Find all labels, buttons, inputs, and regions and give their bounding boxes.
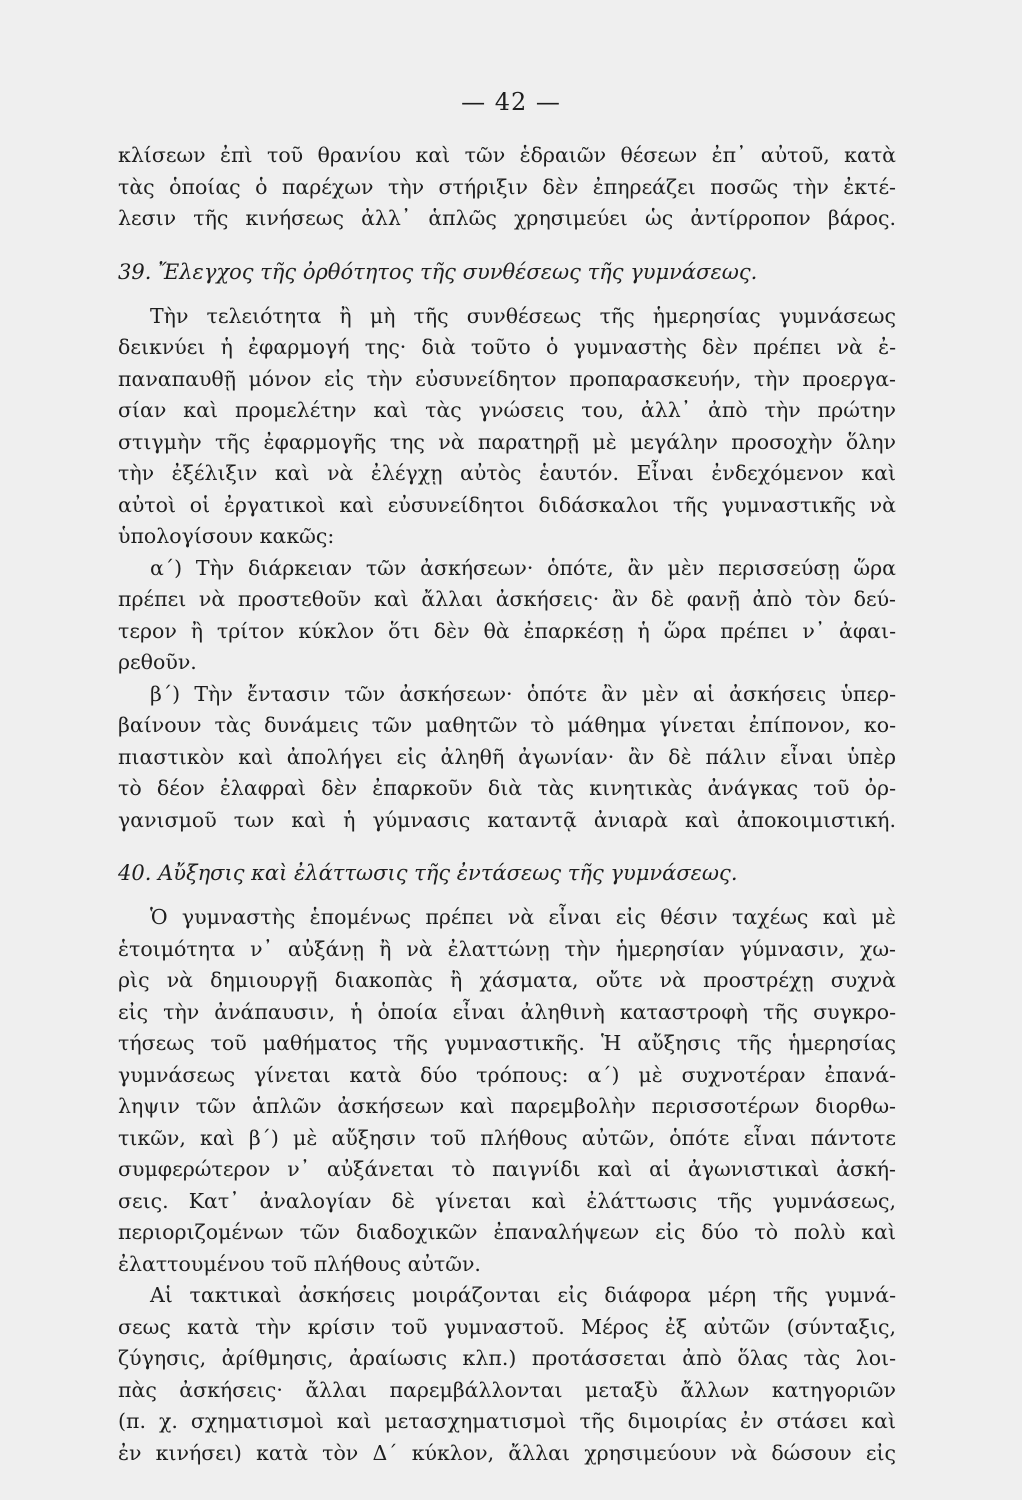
section-heading-39: 39. Ἔλεγχος τῆς ὀρθότητος τῆς συνθέσεως τῆς γυμνάσεως. — [118, 259, 758, 284]
page-number: — 42 — — [461, 88, 561, 116]
text-line: βαίνουν τὰς δυνάμεις τῶν μαθητῶν τὸ μάθημα γίνεται ἐπίπονον, κο- — [118, 713, 896, 737]
text-line: γανισμοῦ των καὶ ἡ γύμνασις καταντᾷ ἀνιαρὰ καὶ ἀποκοιμιστική. — [118, 807, 896, 832]
text-line: τερον ἢ τρίτον κύκλον ὅτι δὲν θὰ ἐπαρκέσῃ ἡ ὥρα πρέπει ν᾽ ἀφαι- — [118, 618, 896, 643]
text-line: ἐν κινήσει) κατὰ τὸν Δ´ κύκλον, ἄλλαι χρησιμεύουν νὰ δώσουν εἰς — [118, 1440, 896, 1465]
text-line: ρεθοῦν. — [118, 650, 197, 674]
text-line: ζύγησις, ἀρίθμησις, ἀραίωσις κλπ.) προτάσσεται ἀπὸ ὅλας τὰς λοι- — [118, 1346, 896, 1370]
text-line: τὸ δέον ἐλαφραὶ δὲν ἐπαρκοῦν διὰ τὰς κινητικὰς ἀνάγκας τοῦ ὀρ- — [118, 776, 896, 800]
text-line: συμφερώτερον ν᾽ αὐξάνεται τὸ παιγνίδι καὶ αἱ ἀγωνιστικαὶ ἀσκή- — [118, 1157, 896, 1181]
text-line: πὰς ἀσκήσεις· ἄλλαι παρεμβάλλονται μεταξὺ ἄλλων κατηγοριῶν — [118, 1377, 896, 1402]
page-body — [118, 140, 896, 1469]
text-line: δεικνύει ἡ ἐφαρμογή της· διὰ τοῦτο ὁ γυμναστὴς δὲν πρέπει νὰ ἐ- — [118, 335, 896, 359]
intro-paragraph — [118, 140, 896, 235]
text-line: ρὶς νὰ δημιουργῇ διακοπὰς ἢ χάσματα, οὔτε νὰ προστρέχῃ συχνὰ — [118, 968, 896, 992]
text-line: ληψιν τῶν ἁπλῶν ἀσκήσεων καὶ παρεμβολὴν περισσοτέρων διορθω- — [118, 1094, 896, 1118]
text-line: σεις. Κατ᾽ ἀναλογίαν δὲ γίνεται καὶ ἐλάττωσις τῆς γυμνάσεως, — [118, 1188, 896, 1213]
text-line: ἐλαττουμένου τοῦ πλήθους αὐτῶν. — [118, 1251, 481, 1276]
text-line: (π. χ. σχηματισμοὶ καὶ μετασχηματισμοὶ τῆς διμοιρίας ἐν στάσει καὶ — [118, 1409, 896, 1433]
text-line: πιαστικὸν καὶ ἀπολήγει εἰς ἀληθῆ ἀγωνίαν· ἂν δὲ πάλιν εἶναι ὑπὲρ — [118, 744, 896, 769]
text-line: Τὴν τελειότητα ἢ μὴ τῆς συνθέσεως τῆς ἡμερησίας γυμνάσεως — [150, 303, 896, 328]
section-39-body — [118, 301, 896, 837]
section-40-body — [118, 902, 896, 1469]
text-line: ὑπολογίσουν κακῶς: — [118, 524, 335, 548]
text-line: σεως κατὰ τὴν κρίσιν τοῦ γυμναστοῦ. Μέρος ἐξ αὐτῶν (σύνταξις, — [118, 1314, 896, 1339]
text-line: περιοριζομένων τῶν διαδοχικῶν ἐπαναλήψεων εἰς δύο τὸ πολὺ καὶ — [118, 1220, 896, 1244]
text-line: αὐτοὶ οἱ ἐργατικοὶ καὶ εὐσυνείδητοι διδάσκαλοι τῆς γυμναστικῆς νὰ — [118, 492, 896, 517]
text-line: σίαν καὶ προμελέτην καὶ τὰς γνώσεις του, ἀλλ᾽ ἀπὸ τὴν πρώτην — [118, 398, 896, 422]
text-line: λεσιν τῆς κινήσεως ἀλλ᾽ ἁπλῶς χρησιμεύει ὡς ἀντίρροπον βάρος. — [118, 206, 896, 230]
section-heading-40: 40. Αὔξησις καὶ ἐλάττωσις τῆς ἐντάσεως τῆς γυμνάσεως. — [118, 861, 738, 885]
text-line: β´) Τὴν ἔντασιν τῶν ἀσκήσεων· ὁπότε ἂν μὲν αἱ ἀσκήσεις ὑπερ- — [150, 681, 896, 706]
text-line: τήσεως τοῦ μαθήματος τῆς γυμναστικῆς. Ἡ αὔξησις τῆς ἡμερησίας — [118, 1031, 896, 1055]
text-line: Ὁ γυμναστὴς ἑπομένως πρέπει νὰ εἶναι εἰς θέσιν ταχέως καὶ μὲ — [150, 905, 896, 929]
text-line: γυμνάσεως γίνεται κατὰ δύο τρόπους: α´) μὲ συχνοτέραν ἐπανά- — [118, 1062, 896, 1087]
text-line: παναπαυθῇ μόνον εἰς τὴν εὐσυνείδητον προπαρασκευήν, τὴν προεργα- — [118, 366, 896, 391]
text-line: τὰς ὁποίας ὁ παρέχων τὴν στήριξιν δὲν ἐπηρεάζει ποσῶς τὴν ἐκτέ- — [118, 174, 896, 199]
text-line: Αἱ τακτικαὶ ἀσκήσεις μοιράζονται εἰς διάφορα μέρη τῆς γυμνά- — [150, 1283, 896, 1307]
text-line: πρέπει νὰ προστεθοῦν καὶ ἄλλαι ἀσκήσεις· ἂν δὲ φανῇ ἀπὸ τὸν δεύ- — [118, 587, 896, 611]
text-line: εἰς τὴν ἀνάπαυσιν, ἡ ὁποία εἶναι ἀληθινὴ καταστροφὴ τῆς συγκρο- — [118, 999, 896, 1024]
text-line: α´) Τὴν διάρκειαν τῶν ἀσκήσεων· ὁπότε, ἂν μὲν περισσεύσῃ ὥρα — [150, 555, 896, 580]
text-line: κλίσεων ἐπὶ τοῦ θρανίου καὶ τῶν ἑδραιῶν θέσεων ἐπ᾽ αὐτοῦ, κατὰ — [118, 143, 896, 167]
text-line: ἑτοιμότητα ν᾽ αὐξάνῃ ἢ νὰ ἐλαττώνῃ τὴν ἡμερησίαν γύμνασιν, χω- — [118, 936, 896, 961]
text-line: τικῶν, καὶ β´) μὲ αὔξησιν τοῦ πλήθους αὐτῶν, ὁπότε εἶναι πάντοτε — [118, 1125, 896, 1150]
text-line: τὴν ἐξέλιξιν καὶ νὰ ἐλέγχῃ αὐτὸς ἑαυτόν. Εἶναι ἐνδεχόμενον καὶ — [118, 461, 896, 485]
text-line: στιγμὴν τῆς ἐφαρμογῆς της νὰ παρατηρῇ μὲ μεγάλην προσοχὴν ὅλην — [118, 429, 896, 454]
